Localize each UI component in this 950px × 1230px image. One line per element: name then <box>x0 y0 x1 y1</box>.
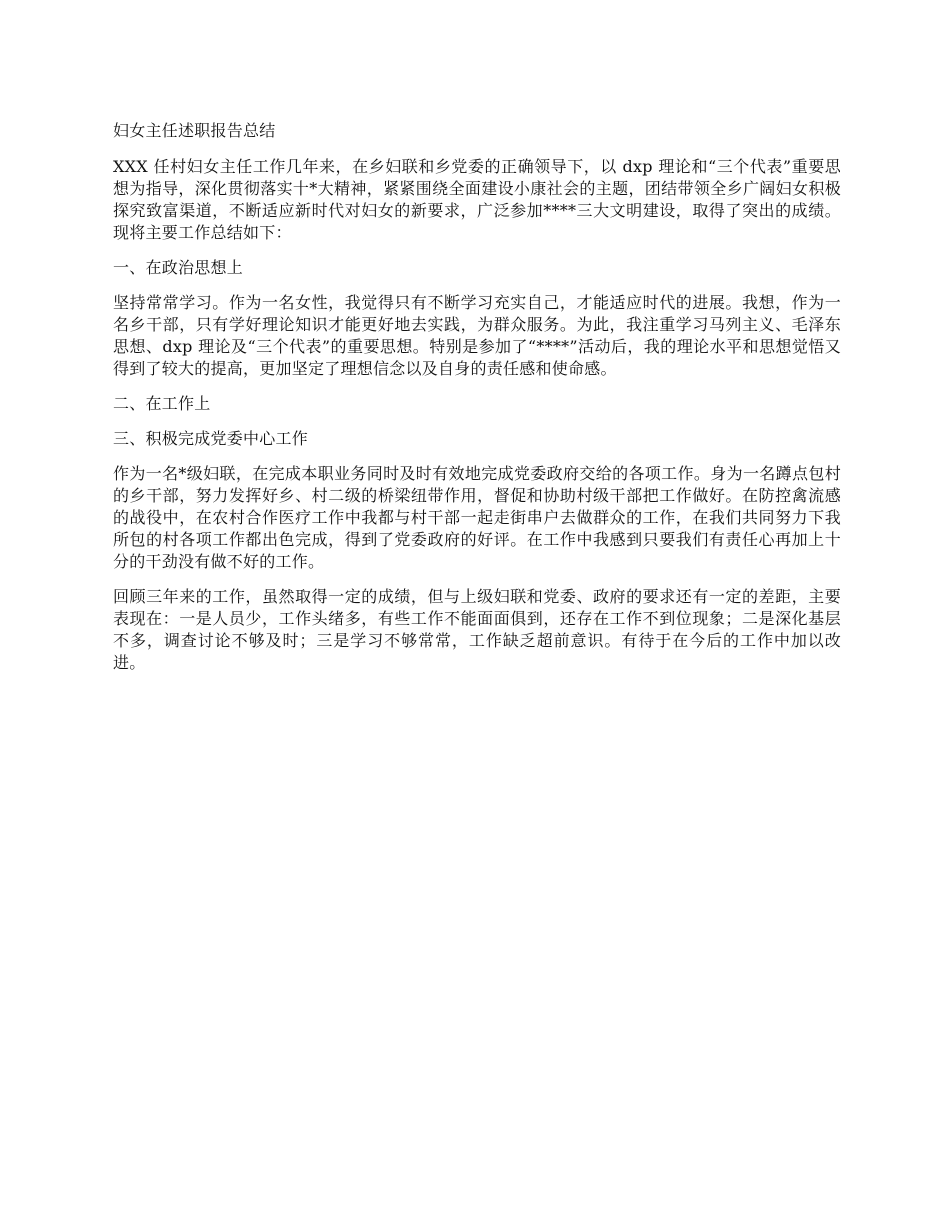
document-title: 妇女主任述职报告总结 <box>113 121 276 140</box>
paragraph-party-work: 作为一名*级妇联，在完成本职业务同时及时有效地完成党委政府交给的各项工作。身为一名蹲点包村的乡干部，努力发挥好乡、村二级的桥梁纽带作用，督促和协助村级干部把工作做好。在防控禽流感的战役中，在农村合作医疗工作中我都与村干部一起走街串户去做群众的工作，在我们共同努力下我所包的村各项工作都出色完成，得到了党委政府的好评。在工作中我感到只要我们有责任心再加上十分的干劲没有做不好的工作。 <box>113 464 841 571</box>
section-heading-work: 二、在工作上 <box>113 394 211 413</box>
section-heading-party-work: 三、积极完成党委中心工作 <box>113 429 309 448</box>
paragraph-intro: XXX 任村妇女主任工作几年来，在乡妇联和乡党委的正确领导下，以 dxp 理论和“三个代表”重要思想为指导，深化贯彻落实十*大精神，紧紧围绕全面建设小康社会的主题，团结带领全乡广阔妇女积极探究致富渠道，不断适应新时代对妇女的新要求，广泛参加****三大文明建设，取得了突出的成绩。现将主要工作总结如下： <box>113 157 841 242</box>
paragraph-review: 回顾三年来的工作，虽然取得一定的成绩，但与上级妇联和党委、政府的要求还有一定的差距，主要表现在：一是人员少，工作头绪多，有些工作不能面面俱到，还存在工作不到位现象；二是深化基层不多，调查讨论不够及时；三是学习不够常常，工作缺乏超前意识。有待于在今后的工作中加以改进。 <box>113 587 841 672</box>
section-heading-political: 一、在政治思想上 <box>113 258 244 277</box>
document-page <box>113 120 841 687</box>
paragraph-political: 坚持常常学习。作为一名女性，我觉得只有不断学习充实自己，才能适应时代的进展。我想，作为一名乡干部，只有学好理论知识才能更好地去实践，为群众服务。为此，我注重学习马列主义、毛泽东思想、dxp 理论及“三个代表”的重要思想。特别是参加了“****”活动后，我的理论水平和思想觉悟又得到了较大的提高，更加坚定了理想信念以及自身的责任感和使命感。 <box>113 293 841 378</box>
